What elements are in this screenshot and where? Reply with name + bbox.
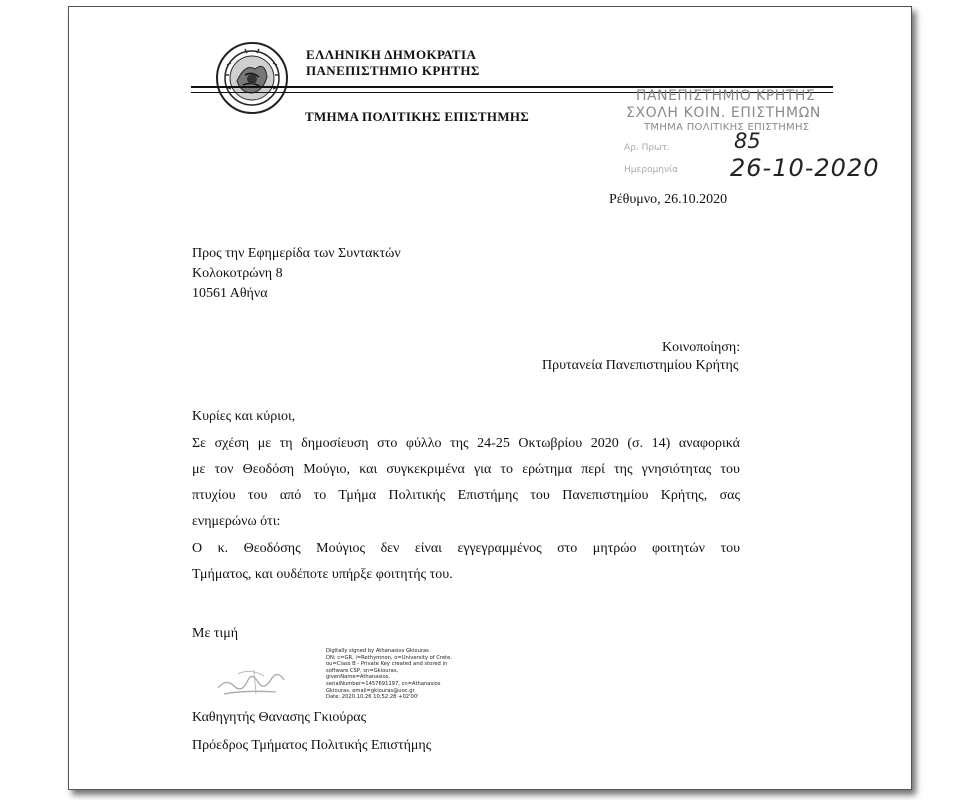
closing: Με τιμή — [192, 626, 239, 641]
body-line: Τμήματος, και ουδέποτε υπήρξε φοιτητής του. — [192, 567, 453, 582]
stamp-handwritten-date: 26-10-2020 — [730, 154, 880, 182]
stamp-field-date: Ημερομηνία — [624, 165, 679, 175]
stamp-protocol-number: 85 — [734, 129, 761, 153]
stamp-line1: ΠΑΝΕΠΙΣΤΗΜΙΟ ΚΡΗΤΗΣ — [636, 88, 816, 104]
stamp-line2: ΣΧΟΛΗ ΚΟΙΝ. ΕΠΙΣΤΗΜΩΝ — [626, 105, 821, 121]
recipient-line-1: Προς την Εφημερίδα των Συντακτών — [192, 246, 401, 261]
digital-signature-block: Digitally signed by Athanasios Gkiouras DN: c=GR, l=Rethymnon, o=University of Crete, ou=Class B - Private Key created and stored in software CSP, sn=Gkiouras, givenName=Athanasios, serialNumber=1457691197, cn=Athanasios Gkiouras, email=gkiouras@uoc.gr Date: 2020.10.26 10:52:28 +02'00' — [326, 648, 452, 701]
signatory-name: Καθηγητής Θανασης Γκιούρας — [192, 710, 367, 725]
salutation: Κυρίες και κύριοι, — [192, 409, 296, 424]
body-paragraph-2 — [192, 536, 740, 588]
body-line: Ο κ. Θεοδόσης Μούγιος δεν είναι εγγεγραμμένος στο μητρώο φοιτητών του — [192, 541, 740, 556]
body-paragraph-1 — [192, 431, 740, 535]
place-date: Ρέθυμνο, 26.10.2020 — [609, 192, 728, 207]
header-institution — [306, 47, 480, 79]
body-line: ενημερώνω ότι: — [192, 514, 281, 529]
recipient-line-2: Κολοκοτρώνη 8 — [192, 266, 283, 281]
handwritten-signature-icon — [214, 664, 294, 700]
signatory-title: Πρόεδρος Τμήματος Πολιτικής Επιστήμης — [192, 738, 432, 753]
department-title: ΤΜΗΜΑ ΠΟΛΙΤΙΚΗΣ ΕΠΙΣΤΗΜΗΣ — [305, 109, 530, 124]
header-line1: ΕΛΛΗΝΙΚΗ ΔΗΜΟΚΡΑΤΙΑ — [306, 47, 477, 62]
header-line2: ΠΑΝΕΠΙΣΤΗΜΙΟ ΚΡΗΤΗΣ — [306, 63, 480, 78]
stamp-line3: ΤΜΗΜΑ ΠΟΛΙΤΙΚΗΣ ΕΠΙΣΤΗΜΗΣ — [644, 122, 810, 133]
recipient-line-3: 10561 Αθήνα — [192, 286, 268, 301]
body-line: με τον Θεοδόση Μούγιο, και συγκεκριμένα για το ερώτημα περί της γνησιότητας του — [192, 462, 740, 477]
body-line: Σε σχέση με τη δημοσίευση στο φύλλο της 24-25 Οκτωβρίου 2020 (σ. 14) αναφορικά — [192, 436, 740, 451]
cc-label: Κοινοποίηση: — [662, 340, 741, 355]
protocol-stamp — [618, 88, 900, 193]
cc-recipient: Πρυτανεία Πανεπιστημίου Κρήτης — [542, 358, 739, 373]
stamp-field-no: Αρ. Πρωτ. — [624, 143, 670, 153]
body-line: πτυχίου του από το Τμήμα Πολιτικής Επιστήμης του Πανεπιστημίου Κρήτης, σας — [192, 488, 740, 503]
university-crest-icon — [215, 41, 289, 115]
